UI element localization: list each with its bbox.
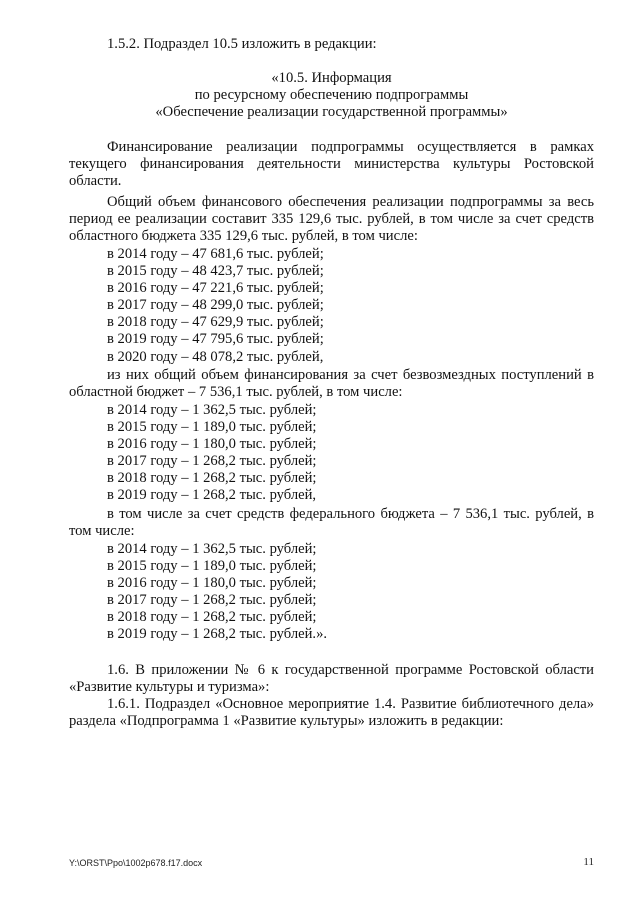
list-item: в 2016 году – 47 221,6 тыс. рублей; [107, 280, 324, 297]
list-item: в 2019 году – 47 795,6 тыс. рублей; [107, 331, 324, 348]
list-item: в 2016 году – 1 180,0 тыс. рублей; [107, 436, 317, 453]
footer-file-path: Y:\ORST\Ppo\1002p678.f17.docx [69, 858, 203, 868]
paragraph-financing: Финансирование реализации подпрограммы осуществляется в рамках текущего финансирования деятельности министерства культуры Ростовской области. [69, 139, 594, 190]
list-item: в 2020 году – 48 078,2 тыс. рублей, [107, 348, 324, 365]
list-item: в 2016 году – 1 180,0 тыс. рублей; [107, 575, 317, 592]
heading-line-1: «10.5. Информация [271, 70, 392, 86]
paragraph-total-volume: Общий объем финансового обеспечения реализации подпрограммы за весь период ее реализации составит 335 129,6 тыс. рублей, в том числе за счет средств областного бюджета 335 129,6 тыс. рублей, в том числе: [69, 194, 594, 245]
list-item: в 2019 году – 1 268,2 тыс. рублей, [107, 487, 317, 504]
page-number: 11 [583, 856, 594, 868]
list-item: в 2018 году – 1 268,2 тыс. рублей; [107, 609, 317, 626]
heading-line-3: «Обеспечение реализации государственной программы» [155, 104, 508, 121]
list-item: в 2018 году – 1 268,2 тыс. рублей; [107, 470, 317, 487]
list-item: в 2017 году – 1 268,2 тыс. рублей; [107, 592, 317, 609]
list-federal [69, 541, 594, 644]
list-item: в 2015 году – 1 189,0 тыс. рублей; [107, 419, 317, 436]
list-item: в 2014 году – 1 362,5 тыс. рублей; [107, 541, 317, 557]
paragraph-1-6-1: 1.6.1. Подраздел «Основное мероприятие 1.4. Развитие библиотечного дела» раздела «Подпрограмма 1 «Развитие культуры» изложить в редакции: [69, 696, 594, 730]
list-item: в 2019 году – 1 268,2 тыс. рублей.». [107, 626, 328, 643]
heading-line-2: по ресурсному обеспечению подпрограммы [194, 87, 469, 104]
paragraph-1-5-2: 1.5.2. Подраздел 10.5 изложить в редакции: [107, 36, 377, 52]
list-item: в 2014 году – 1 362,5 тыс. рублей; [107, 402, 317, 418]
list-gratuitous [69, 402, 594, 505]
list-item: в 2014 году – 47 681,6 тыс. рублей; [107, 246, 324, 262]
list-item: в 2017 году – 48 299,0 тыс. рублей; [107, 297, 324, 314]
paragraph-1-6: 1.6. В приложении № 6 к государственной программе Ростовской области «Развитие культуры и туризма»: [69, 662, 594, 696]
list-item: в 2015 году – 1 189,0 тыс. рублей; [107, 558, 317, 575]
paragraph-gratuitous: из них общий объем финансирования за счет безвозмездных поступлений в областной бюджет – 7 536,1 тыс. рублей, в том числе: [69, 367, 594, 401]
section-heading [69, 70, 594, 121]
list-regional-budget [69, 246, 594, 366]
list-item: в 2018 году – 47 629,9 тыс. рублей; [107, 314, 324, 331]
list-item: в 2015 году – 48 423,7 тыс. рублей; [107, 263, 324, 280]
paragraph-federal: в том числе за счет средств федерального бюджета – 7 536,1 тыс. рублей, в том числе: [69, 506, 594, 540]
list-item: в 2017 году – 1 268,2 тыс. рублей; [107, 453, 317, 470]
